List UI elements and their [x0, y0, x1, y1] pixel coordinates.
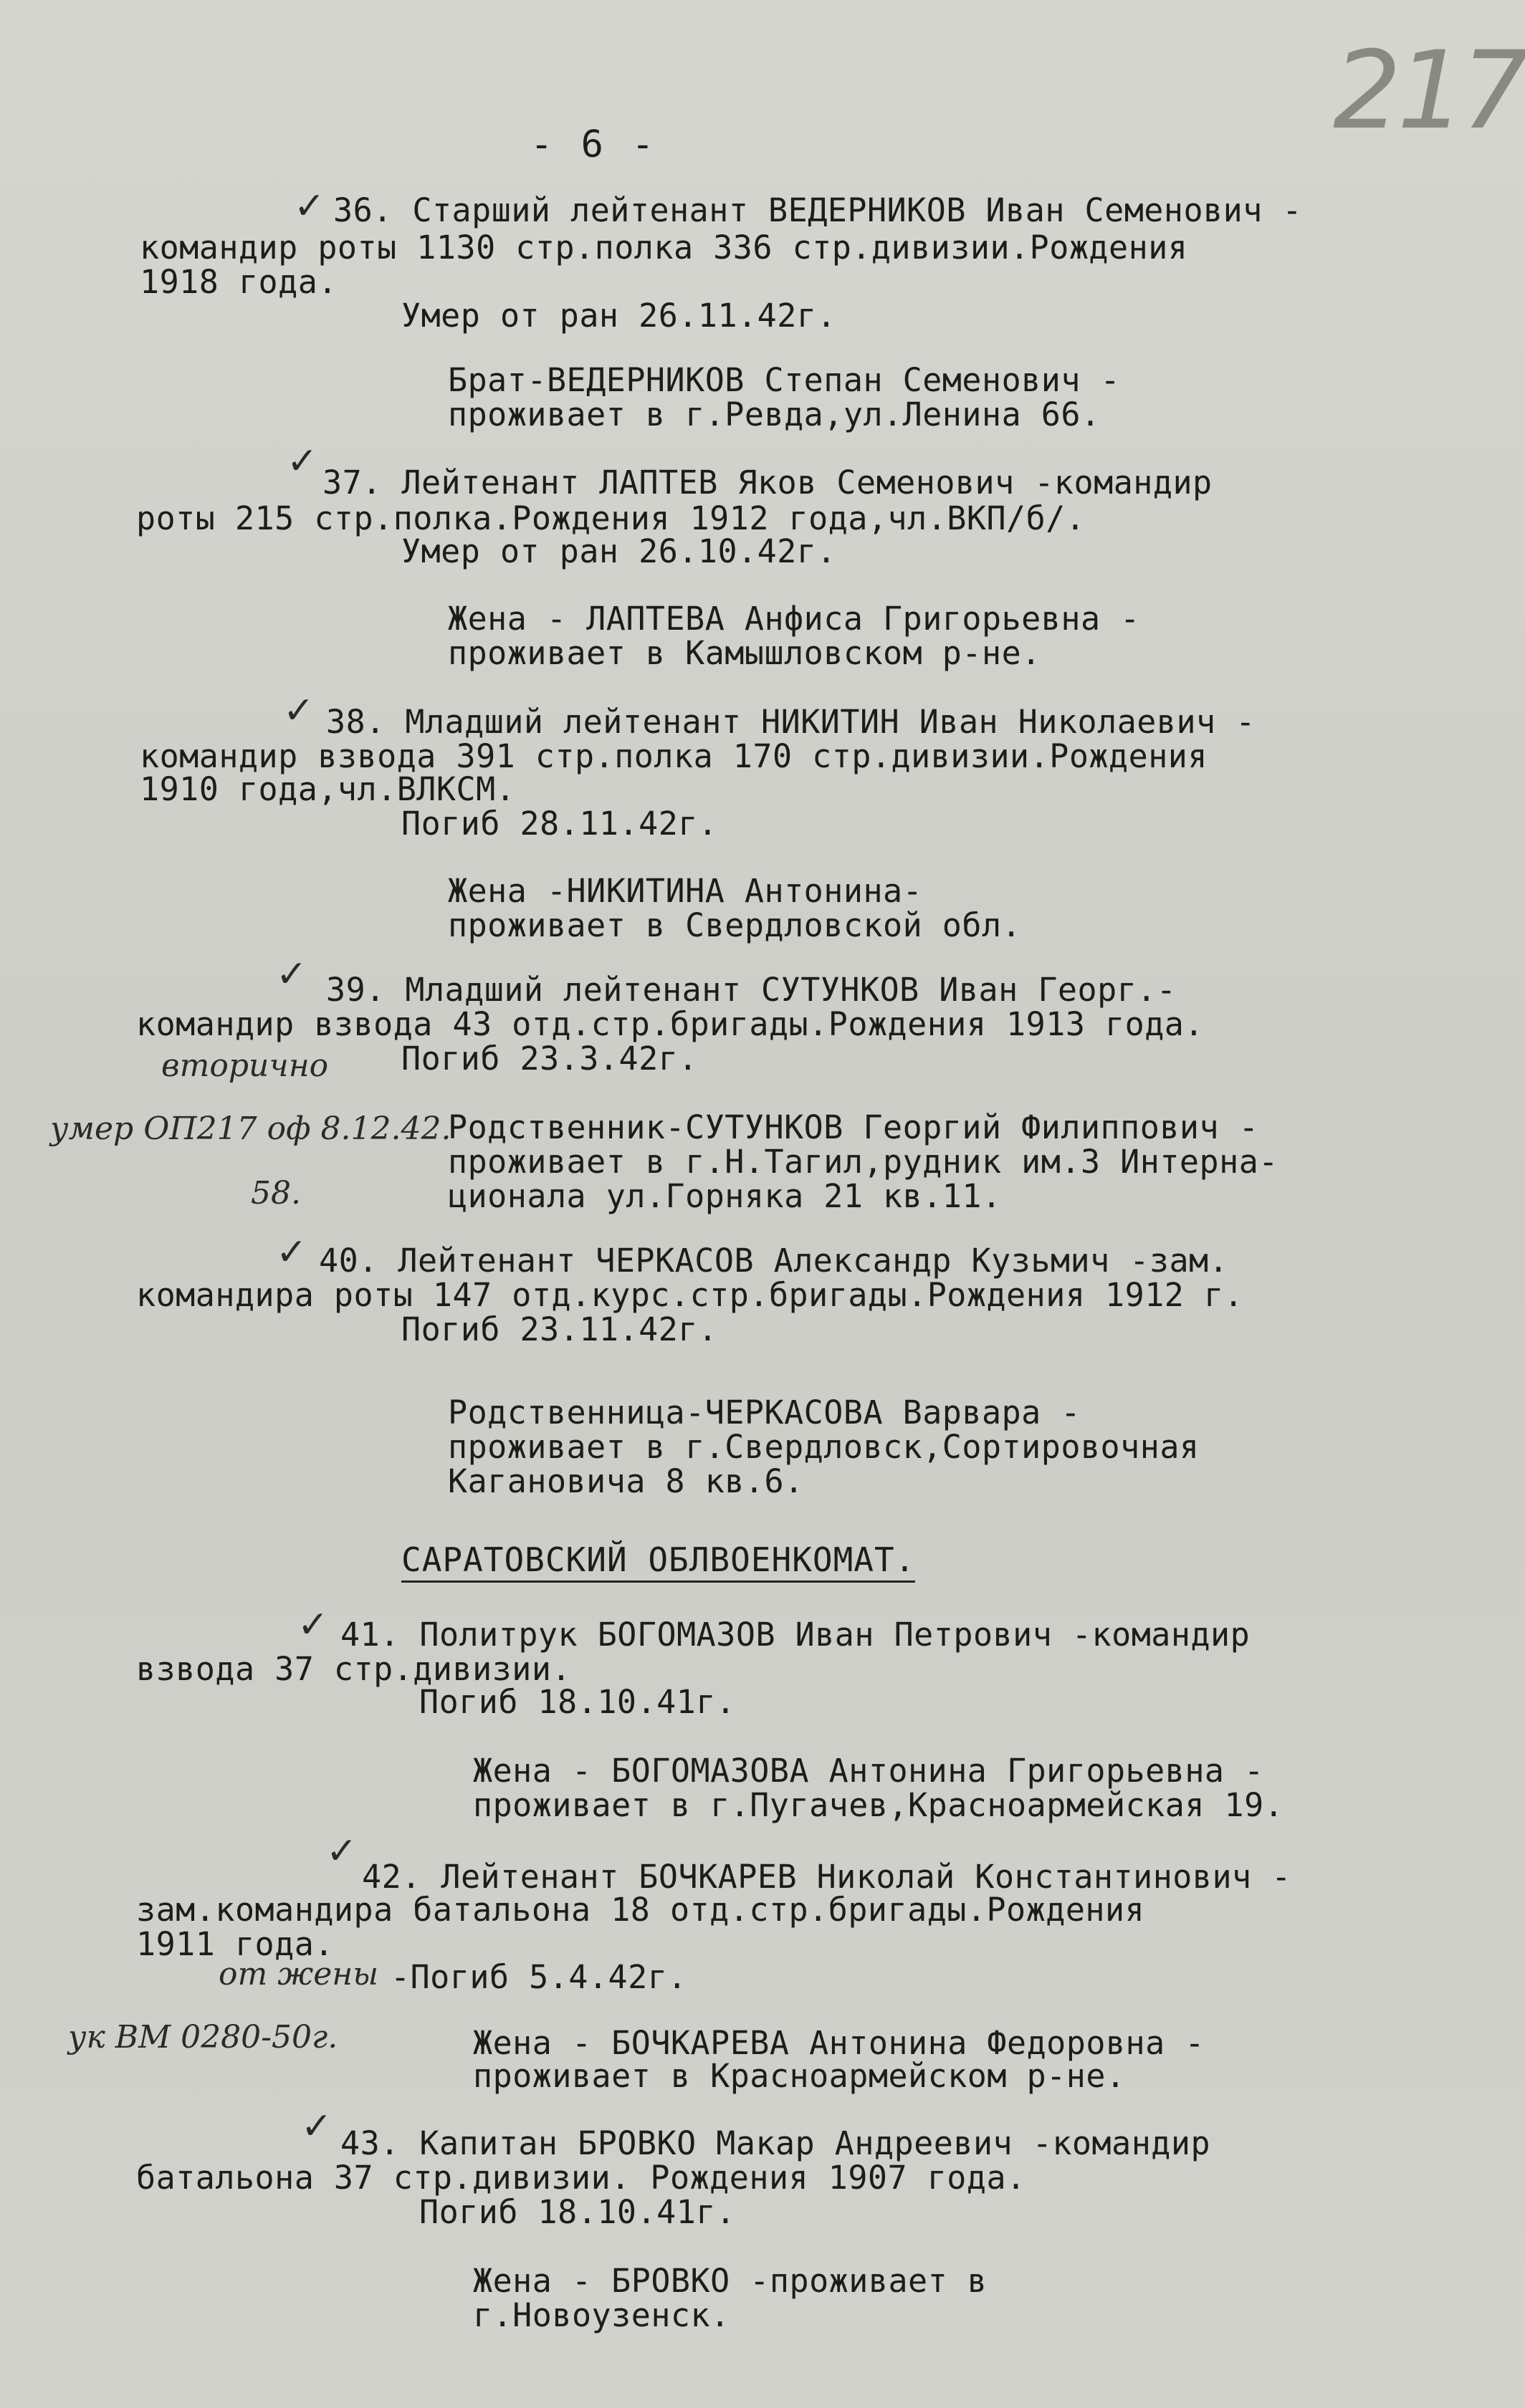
entry-42-line-1: 42. Лейтенант БОЧКАРЕВ Николай Константинович -	[362, 1858, 1291, 1896]
entry-40-line-5: проживает в г.Свердловск,Сортировочная	[448, 1428, 1200, 1466]
entry-38-line-2: командир взвода 391 стр.полка 170 стр.дивизии.Рождения	[140, 737, 1208, 775]
entry-37-line-3: Умер от ран 26.10.42г.	[401, 532, 837, 570]
entry-36-line-4: Умер от ран 26.11.42г.	[401, 297, 837, 335]
handwritten-note-from-wife: от жены	[219, 1956, 379, 1992]
check-mark-icon: ✓	[301, 2105, 333, 2148]
entry-37-line-4: Жена - ЛАПТЕВА Анфиса Григорьевна -	[448, 600, 1140, 638]
entry-41-line-5: проживает в г.Пугачев,Красноармейская 19.	[473, 1786, 1284, 1824]
entry-36-line-2: командир роты 1130 стр.полка 336 стр.дивизии.Рождения	[140, 229, 1188, 267]
entry-43-line-5: г.Новоузенск.	[473, 2296, 730, 2334]
entry-40-line-2: командира роты 147 отд.курс.стр.бригады.Рождения 1912 г.	[136, 1276, 1244, 1314]
entry-42-line-3: 1911 года.	[136, 1925, 334, 1963]
entry-39-line-5: проживает в г.Н.Тагил,рудник им.3 Интерна-	[448, 1143, 1278, 1181]
entry-41-line-2: взвода 37 стр.дивизии.	[136, 1650, 572, 1688]
handwritten-note-repeat: вторично	[161, 1047, 329, 1084]
handwritten-note-death-ref: умер ОП217 оф 8.12.42.	[50, 1111, 451, 1147]
entry-39-line-3: Погиб 23.3.42г.	[401, 1040, 698, 1078]
entry-41-line-3: Погиб 18.10.41г.	[419, 1683, 736, 1721]
entry-40-line-4: Родственница-ЧЕРКАСОВА Варвара -	[448, 1394, 1081, 1431]
page-number: - 6 -	[530, 123, 657, 166]
entry-36-line-1: 36. Старший лейтенант ВЕДЕРНИКОВ Иван Семенович -	[333, 191, 1303, 229]
entry-39-line-6: ционала ул.Горняка 21 кв.11.	[448, 1177, 1002, 1215]
entry-43-line-1: 43. Капитан БРОВКО Макар Андреевич -командир	[340, 2124, 1211, 2162]
check-mark-icon: ✓	[283, 689, 315, 732]
entry-42-line-6: проживает в Красноармейском р-не.	[473, 2057, 1126, 2095]
check-mark-icon: ✓	[297, 1603, 329, 1646]
check-mark-icon: ✓	[326, 1830, 358, 1873]
entry-41-line-1: 41. Политрук БОГОМАЗОВ Иван Петрович -командир	[340, 1616, 1251, 1654]
entry-38-line-3: 1910 года,чл.ВЛКСМ.	[140, 770, 516, 808]
entry-39-line-4: Родственник-СУТУНКОВ Георгий Филиппович -	[448, 1108, 1259, 1146]
handwritten-note-reference: ук ВМ 0280-50г.	[68, 2019, 338, 2056]
entry-38-line-6: проживает в Свердловской обл.	[448, 906, 1022, 944]
check-mark-icon: ✓	[276, 953, 307, 996]
entry-43-line-4: Жена - БРОВКО -проживает в	[473, 2262, 988, 2300]
handwritten-note-number: 58.	[251, 1175, 301, 1212]
archive-page-number: 217	[1333, 29, 1525, 153]
entry-39-line-1: 39. Младший лейтенант СУТУНКОВ Иван Георг.-	[326, 971, 1177, 1009]
entry-40-line-6: Кагановича 8 кв.6.	[448, 1462, 804, 1500]
check-mark-icon: ✓	[287, 440, 318, 483]
entry-38-line-4: Погиб 28.11.42г.	[401, 805, 718, 843]
entry-38-line-1: 38. Младший лейтенант НИКИТИН Иван Николаевич -	[326, 703, 1256, 741]
entry-42-line-5: Жена - БОЧКАРЕВА Антонина Федоровна -	[473, 2024, 1205, 2062]
entry-39-line-2: командир взвода 43 отд.стр.бригады.Рождения 1913 года.	[136, 1005, 1204, 1043]
entry-38-line-5: Жена -НИКИТИНА Антонина-	[448, 872, 923, 910]
entry-40-line-1: 40. Лейтенант ЧЕРКАСОВ Александр Кузьмич -зам.	[319, 1242, 1229, 1280]
entry-42-line-4: -Погиб 5.4.42г.	[391, 1958, 687, 1996]
entry-36-line-5: Брат-ВЕДЕРНИКОВ Степан Семенович -	[448, 361, 1121, 399]
entry-36-line-3: 1918 года.	[140, 263, 338, 301]
entry-40-line-3: Погиб 23.11.42г.	[401, 1310, 718, 1348]
check-mark-icon: ✓	[294, 185, 325, 228]
entry-37-line-1: 37. Лейтенант ЛАПТЕВ Яков Семенович -командир	[322, 464, 1213, 502]
entry-41-line-4: Жена - БОГОМАЗОВА Антонина Григорьевна -	[473, 1752, 1264, 1790]
entry-36-line-6: проживает в г.Ревда,ул.Ленина 66.	[448, 395, 1101, 433]
check-mark-icon: ✓	[276, 1231, 307, 1274]
entry-37-line-5: проживает в Камышловском р-не.	[448, 634, 1041, 672]
section-heading: САРАТОВСКИЙ ОБЛВОЕНКОМАТ.	[401, 1540, 915, 1583]
entry-43-line-3: Погиб 18.10.41г.	[419, 2193, 736, 2231]
entry-37-line-2: роты 215 стр.полка.Рождения 1912 года,чл.ВКП/б/.	[136, 499, 1086, 537]
entry-42-line-2: зам.командира батальона 18 отд.стр.бригады.Рождения	[136, 1891, 1145, 1929]
entry-43-line-2: батальона 37 стр.дивизии. Рождения 1907 года.	[136, 2159, 1026, 2197]
